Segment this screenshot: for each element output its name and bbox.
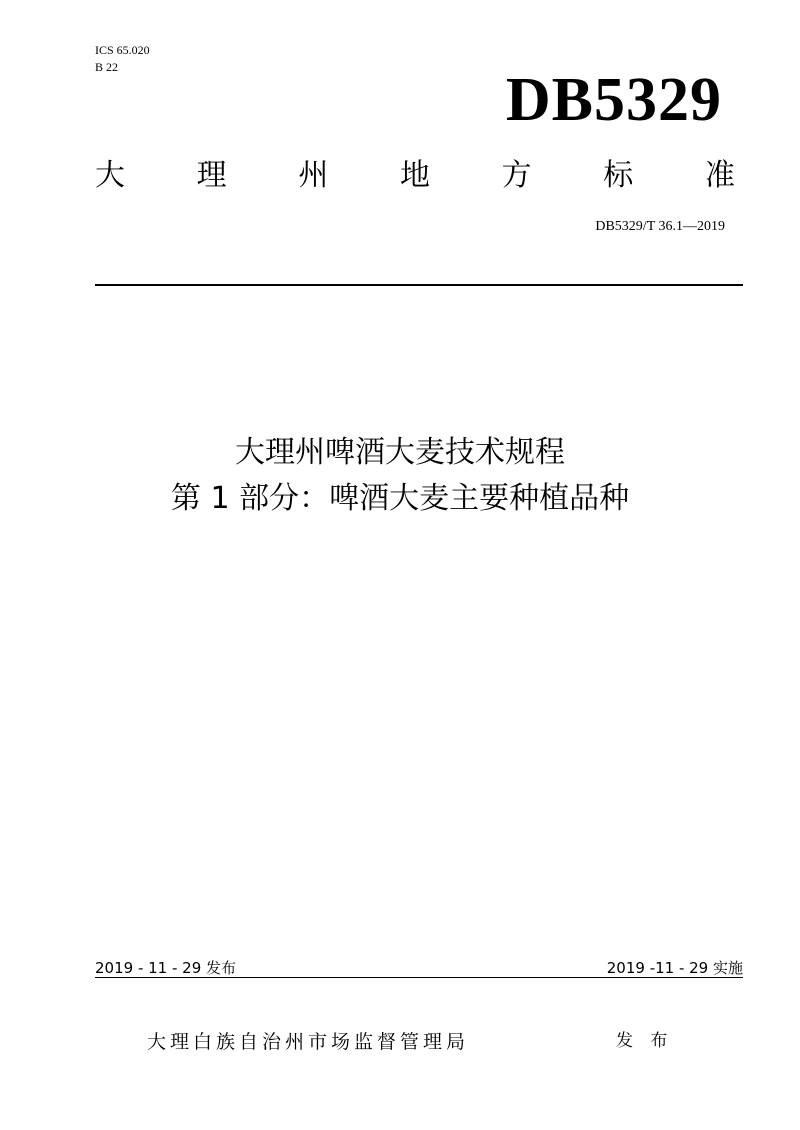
standard-type-char: 理 — [196, 158, 227, 193]
standard-type-char: 标 — [603, 158, 634, 193]
standard-type-char: 方 — [501, 158, 532, 193]
ccs-code: B 22 — [95, 60, 119, 74]
footer-divider — [95, 977, 743, 978]
issue-label: 发 布 — [616, 1031, 674, 1051]
header-divider — [95, 284, 743, 286]
standard-code: DB5329 — [505, 66, 722, 134]
standard-type-char: 地 — [399, 158, 430, 193]
ics-code: ICS 65.020 — [95, 43, 150, 57]
standard-type-char: 州 — [298, 158, 329, 193]
standard-type — [95, 156, 735, 196]
document-subtitle: 第 1 部分：啤酒大麦主要种植品种 — [170, 481, 630, 516]
document-title: 大理州啤酒大麦技术规程 — [235, 435, 565, 470]
release-date: 2019 - 11 - 29 发布 — [95, 959, 237, 977]
standard-type-char: 大 — [95, 158, 125, 193]
classification-codes — [95, 42, 150, 76]
issuing-authority: 大理白族自治州市场监督管理局 — [147, 1031, 470, 1053]
implement-date: 2019 -11 - 29 实施 — [606, 959, 743, 977]
standard-type-char: 准 — [704, 158, 735, 193]
standard-number: DB5329/T 36.1—2019 — [595, 219, 725, 234]
